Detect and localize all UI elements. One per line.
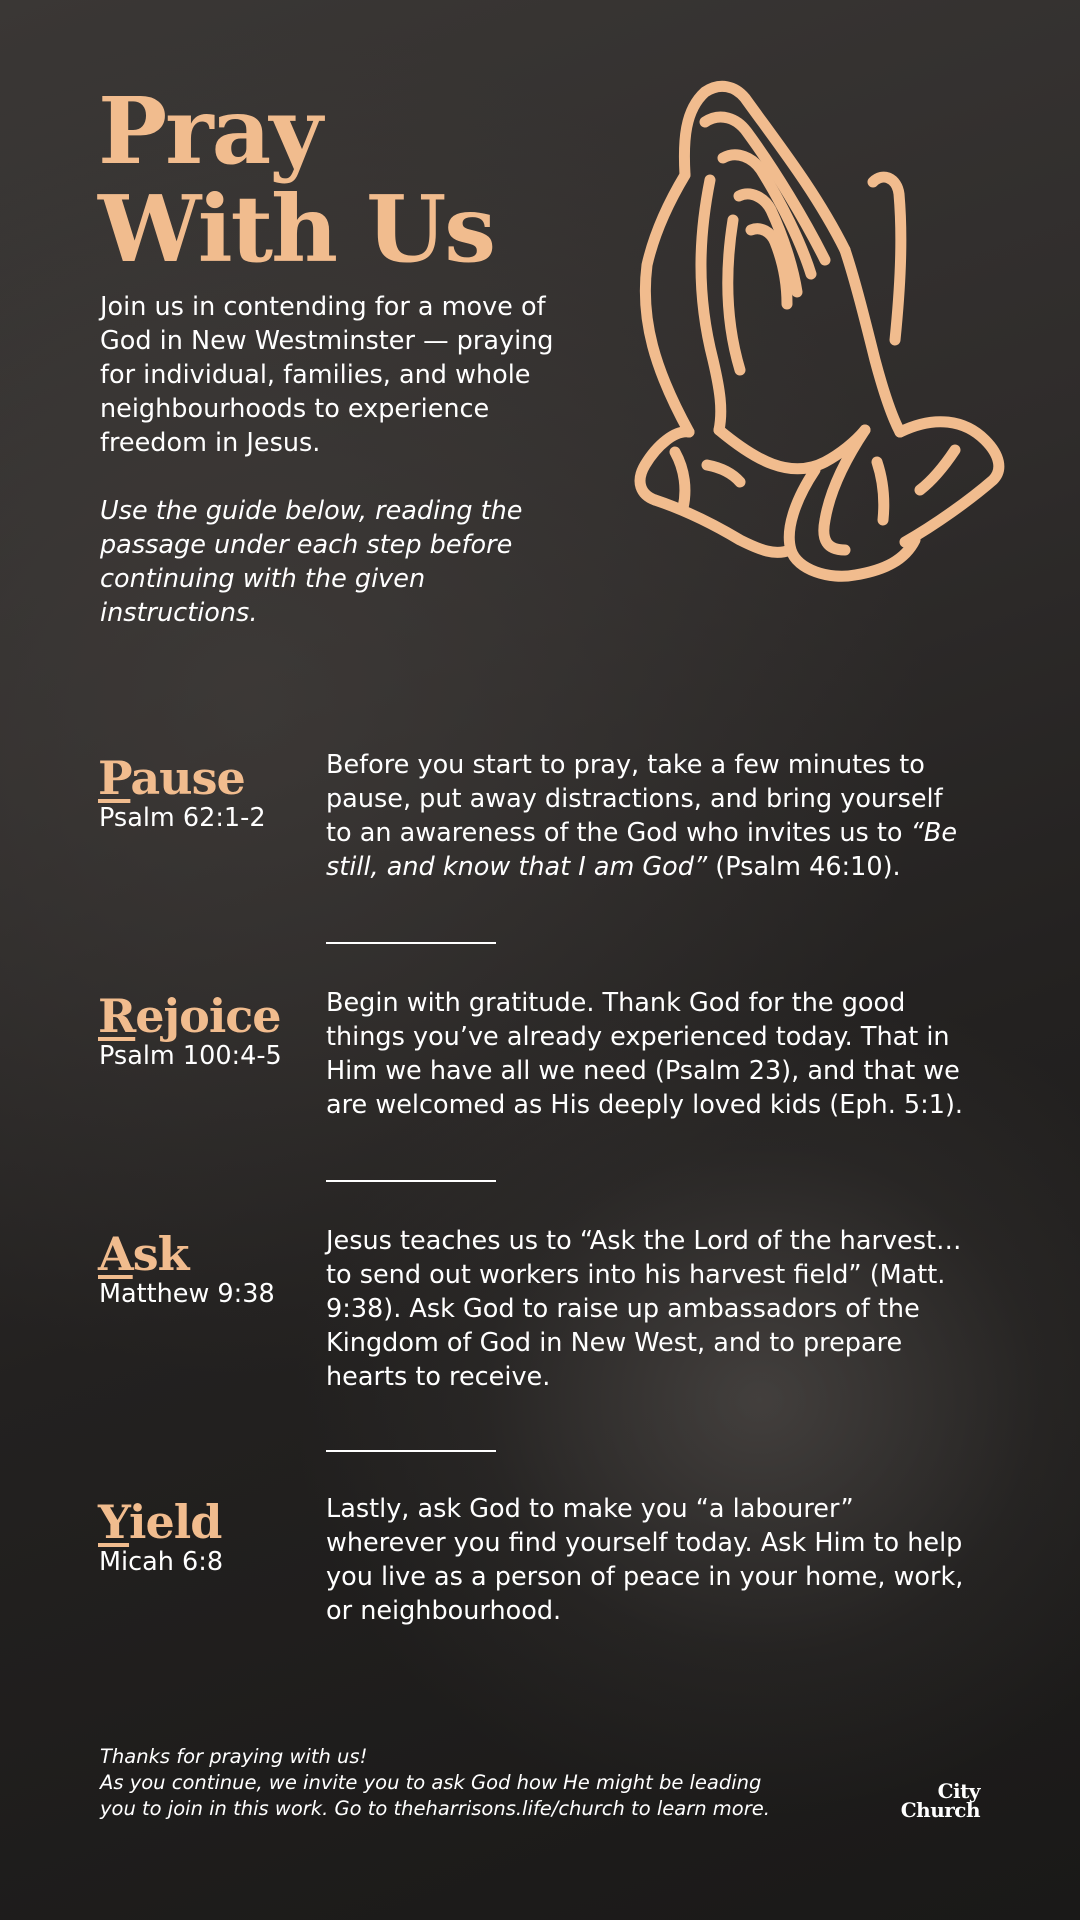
sleeve-crease	[877, 462, 884, 520]
page-title	[98, 77, 495, 283]
step-title	[98, 752, 245, 804]
step-description	[326, 748, 976, 884]
footer-invite: As you continue, we invite you to ask God how He might be leading you to join in this work. Go to theharrisons.life/church to learn more.	[100, 1771, 770, 1820]
step-initial: R	[98, 989, 136, 1043]
step-description: Begin with gratitude. Thank God for the good things you’ve already experienced today. That in Him we have all we need (Psalm 23), and that we are welcomed as His deeply loved kids (Eph. 5:1).	[326, 988, 964, 1120]
step-title-rest: sk	[132, 1227, 189, 1281]
section-divider	[326, 1180, 496, 1182]
city-church-logo	[880, 1779, 980, 1822]
sleeve-fold	[920, 450, 955, 490]
scripture-reference: Psalm 100:4-5	[99, 1041, 282, 1071]
step-title-rest: ause	[130, 751, 245, 805]
footer-thanks: Thanks for praying with us!	[100, 1745, 368, 1768]
title-line-2: With Us	[98, 175, 495, 283]
praying-hands-icon	[615, 70, 1005, 610]
section-divider	[326, 942, 496, 944]
scripture-reference: Micah 6:8	[99, 1547, 224, 1577]
logo-line-1: City	[937, 1779, 980, 1803]
logo-line-2: Church	[900, 1798, 980, 1822]
hand-outline-left	[645, 175, 689, 432]
scripture-reference: Psalm 62:1-2	[99, 803, 266, 833]
step-title	[98, 990, 281, 1042]
sleeve-bottom	[789, 470, 915, 576]
section-divider	[326, 1450, 496, 1452]
scripture-reference: Matthew 9:38	[99, 1279, 275, 1309]
step-quote: “Be still, and know that I am God”	[326, 818, 958, 882]
step-initial: A	[98, 1227, 133, 1281]
palm-line-b	[728, 220, 740, 370]
step-description: Jesus teaches us to “Ask the Lord of the harvest… to send out workers into his harvest field” (Matt. 9:38). Ask God to raise up ambassadors of the Kingdom of God in New West, and to prepare hearts to receive.	[326, 1226, 962, 1392]
step-initial: Y	[98, 1495, 130, 1549]
step-title	[98, 1496, 221, 1548]
step-title-rest: ejoice	[135, 989, 281, 1043]
left-cuff-fold	[707, 465, 740, 482]
right-thumb	[873, 177, 901, 340]
step-title	[98, 1228, 188, 1280]
step-description-tail: (Psalm 46:10).	[707, 852, 901, 882]
step-description-text: Before you start to pray, take a few minutes to pause, put away distractions, and bring yourself to an awareness of the God who invites us to	[326, 750, 943, 848]
step-initial: P	[98, 751, 131, 805]
step-description: Lastly, ask God to make you “a labourer” wherever you find yourself today. Ask Him to help you live as a person of peace in your home, work, or neighbourhood.	[326, 1494, 964, 1626]
title-line-1: Pray	[98, 77, 321, 185]
right-cuff	[900, 422, 999, 542]
footer-message	[100, 1744, 800, 1822]
palm-line-a	[701, 180, 721, 430]
left-cuff-inner	[675, 452, 685, 508]
guide-instructions: Use the guide below, reading the passage under each step before continuing with the given instructions.	[100, 496, 523, 628]
left-cuff	[655, 500, 790, 552]
step-title-rest: ield	[129, 1495, 222, 1549]
intro-text: Join us in contending for a move of God in New Westminster — praying for individual, families, and whole neighbourhoods to experience freedom in Jesus.	[100, 292, 554, 458]
